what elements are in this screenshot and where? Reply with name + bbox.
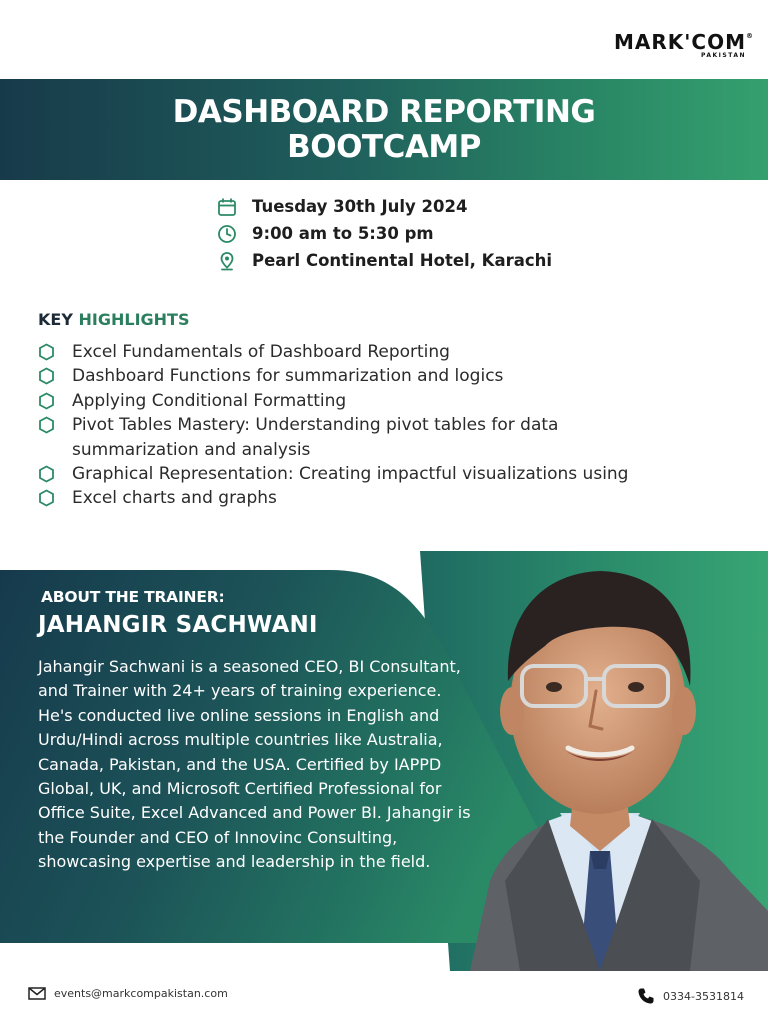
list-item [38,438,738,462]
hexagon-bullet-icon [38,413,56,437]
highlight-text: summarization and analysis [72,439,311,460]
footer-email[interactable] [28,987,228,1000]
list-item [38,364,738,388]
email-text[interactable]: events@markcompakistan.com [54,987,228,1000]
list-item [38,486,738,510]
title-line-2: BOOTCAMP [287,128,481,165]
list-item [38,389,738,413]
trainer-bio: Jahangir Sachwani is a seasoned CEO, BI Consultant, and Trainer with 24+ years of training experience. He's conducted live online sessions in English and Urdu/Hindi across multiple countries like Australia, Canada, Pakistan, and the USA. Certified by IAPPD Global, UK, and Microsoft Certified Professional for Office Suite, Excel Advanced and Power BI. Jahangir is the Founder and CEO of Innovinc Consulting, showcasing expertise and leadership in the field. [38,657,471,872]
footer [0,985,768,1009]
highlights-list [38,340,738,511]
page-title [173,95,596,165]
logo-text: MARK'COM [614,30,746,54]
trainer-label: ABOUT THE TRAINER: [41,588,225,606]
hexagon-bullet-icon [38,389,56,413]
envelope-icon [28,987,46,1000]
trainer-section [0,551,768,971]
list-item [38,462,738,486]
footer-phone[interactable] [637,987,744,1005]
location-pin-icon [216,250,238,272]
logo-subtext: PAKISTAN [701,52,746,59]
highlights-heading-key: KEY [38,310,73,329]
list-item [38,413,738,437]
hexagon-bullet-icon [38,340,56,364]
list-item [38,340,738,364]
registered-mark: ® [746,32,754,40]
event-location-row [216,247,552,274]
highlights-heading-highlights: HIGHLIGHTS [78,310,190,329]
hexagon-bullet-icon [38,462,56,486]
title-line-1: DASHBOARD REPORTING [172,93,596,130]
calendar-icon [216,196,238,218]
phone-text[interactable]: 0334-3531814 [663,989,744,1003]
highlight-text: Excel Fundamentals of Dashboard Reporting [72,342,450,362]
trainer-name: JAHANGIR SACHWANI [38,612,318,638]
highlight-text: Excel charts and graphs [72,488,277,509]
event-time: 9:00 am to 5:30 pm [252,224,434,243]
hexagon-bullet-icon [38,364,56,388]
highlight-text: Graphical Representation: Creating impactful visualizations using [72,464,629,485]
highlight-text: Dashboard Functions for summarization and logics [72,366,504,387]
hexagon-bullet-icon [38,486,56,510]
highlights-heading [38,310,189,329]
phone-icon [637,987,655,1005]
event-info [216,193,552,274]
highlight-text: Pivot Tables Mastery: Understanding pivot tables for data [72,415,559,436]
event-date: Tuesday 30th July 2024 [252,197,468,216]
highlight-text: Applying Conditional Formatting [72,390,347,411]
event-date-row [216,193,552,220]
event-time-row [216,220,552,247]
event-location: Pearl Continental Hotel, Karachi [252,251,553,270]
title-banner [0,79,768,180]
markcom-logo [614,30,754,59]
clock-icon [216,223,238,245]
